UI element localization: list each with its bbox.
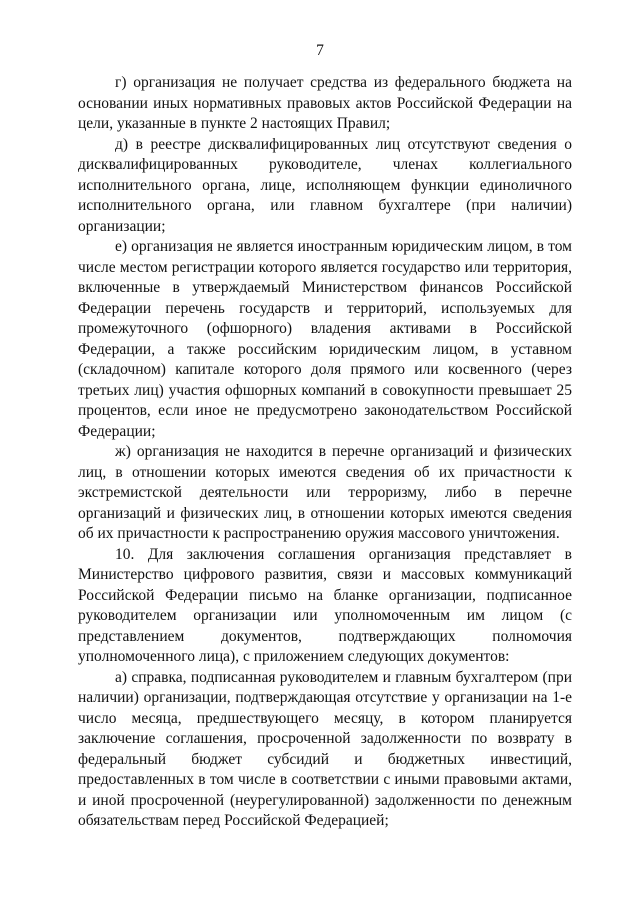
paragraph-g-no-federal-funds: г) организация не получает средства из федерального бюджета на основании иных нормативных правовых актов Российской Федерации на цели, указанные в пункте 2 настоящих Правил; xyxy=(78,74,572,132)
document-body xyxy=(78,73,572,832)
paragraph-d-disqualified-persons: д) в реестре дисквалифицированных лиц отсутствуют сведения о дисквалифицированных руководителе, членах коллегиального исполнительного органа, лице, исполняющем функции единоличного исполнительного органа, или главном бухгалтере (при наличии) организации; xyxy=(78,135,572,235)
paragraph-zh-not-in-extremist-list: ж) организация не находится в перечне организаций и физических лиц, в отношении которых имеются сведения об их причастности к экстремистской деятельности или терроризму, либо в перечне организаций и физических лиц, в отношении которых имеются сведения об их причастности к распространению оружия массового уничтожения. xyxy=(78,443,572,542)
paragraph-10-agreement-documents: 10. Для заключения соглашения организация представляет в Министерство цифрового развития, связи и массовых коммуникаций Российской Федерации письмо на бланке организации, подписанное руководителем организации или уполномоченным им лицом (с представлением документов, подтверждающих полномочия уполномоченного лица), с приложением следующих документов: xyxy=(78,545,572,665)
paragraph-e-not-foreign-entity: е) организация не является иностранным юридическим лицом, в том числе местом регистрации которого является государство или территория, включенные в утверждаемый Министерством финансов Российской Федерации перечень государств и территорий, используемых для промежуточного (офшорного) владения активами в Российской Федерации, а также российским юридическим лицом, в уставном (складочном) капитале которого доля прямого или косвенного (через третьих лиц) участия офшорных компаний в совокупности превышает 25 процентов, если иное не предусмотрено законодательством Российской Федерации; xyxy=(78,238,572,440)
paragraph-a-certificate: а) справка, подписанная руководителем и главным бухгалтером (при наличии) организации, подтверждающая отсутствие у организации на 1-е число месяца, предшествующего месяцу, в котором планируется заключение соглашения, просроченной задолженности по возврату в федеральный бюджет субсидий и бюджетных инвестиций, предоставленных в том числе в соответствии с иными правовыми актами, и иной просроченной (неурегулированной) задолженности по денежным обязательствам перед Российской Федерацией; xyxy=(78,668,572,829)
page-number: 7 xyxy=(316,42,324,59)
